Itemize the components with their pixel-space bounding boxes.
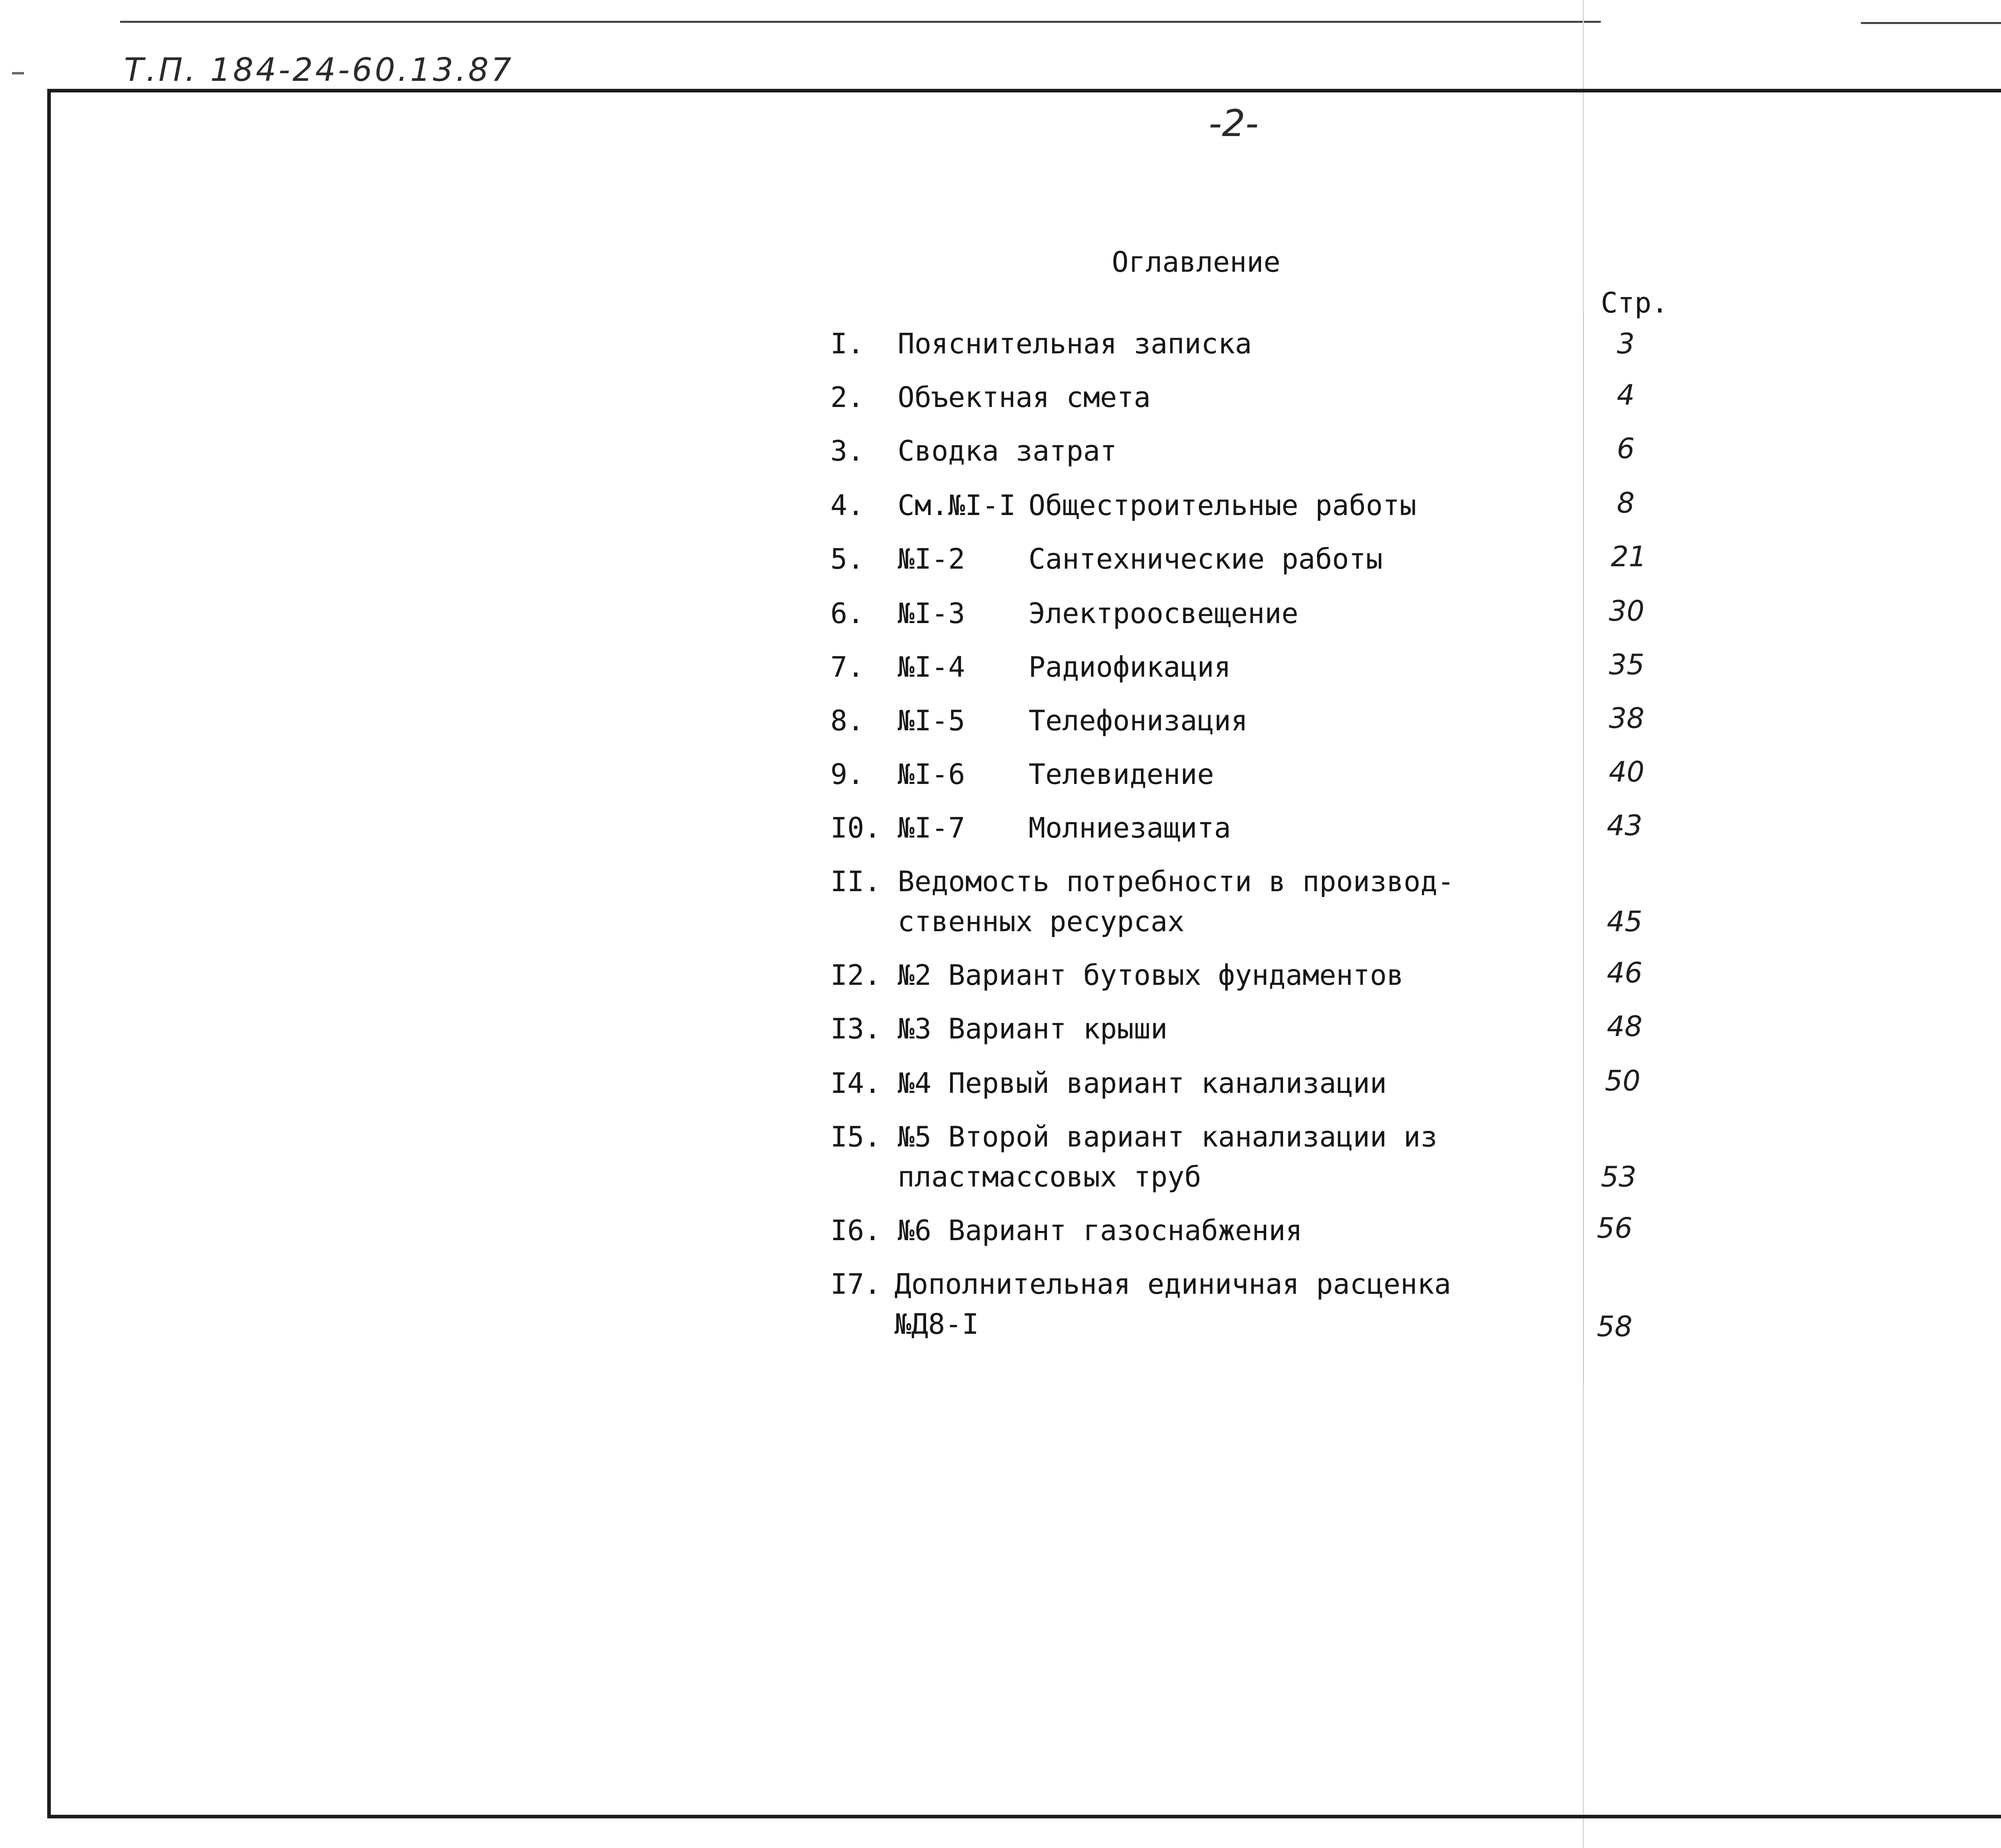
toc-item-page: 48 xyxy=(1607,1010,1643,1043)
top-rule-line xyxy=(120,21,1601,23)
toc-item-page: 43 xyxy=(1607,809,1643,842)
toc-item-code: №I-6 xyxy=(898,758,965,791)
toc-item-page: 4 xyxy=(1617,379,1635,411)
toc-item-number: II. xyxy=(830,865,881,898)
toc-item-number: 4. xyxy=(830,489,864,522)
toc-item-title: Молниезащита xyxy=(1029,812,1231,844)
toc-item-page: 6 xyxy=(1617,432,1635,465)
toc-item-title: Объектная смета xyxy=(898,381,1151,414)
toc-item-title: Радиофикация xyxy=(1029,651,1231,683)
toc-item-number: 6. xyxy=(830,597,864,630)
toc-item-title: Пояснительная записка xyxy=(898,327,1252,360)
toc-item-title: Электроосвещение xyxy=(1029,597,1299,630)
toc-item-title: Общестроительные работы xyxy=(1029,489,1417,522)
toc-item-page: 46 xyxy=(1607,956,1643,989)
toc-item-number: 8. xyxy=(830,704,864,737)
toc-item-page: 45 xyxy=(1607,905,1643,938)
toc-item-page: 50 xyxy=(1605,1064,1641,1097)
toc-item-page: 8 xyxy=(1617,487,1635,519)
doc-code: Т.П. 184-24-60.13.87 xyxy=(124,51,514,88)
toc-item-page: 35 xyxy=(1609,648,1645,681)
toc-item-title: №4 Первый вариант канализации xyxy=(898,1067,1387,1100)
toc-item-page: 30 xyxy=(1609,595,1645,627)
toc-item-number: I7. xyxy=(830,1268,881,1301)
toc-item-title: №5 Второй вариант канализации из xyxy=(898,1120,1438,1153)
toc-item-page: 40 xyxy=(1609,756,1645,788)
toc-item-code: №I-4 xyxy=(898,651,965,683)
page-column-rule xyxy=(1583,312,1584,1385)
toc-item-number: I3. xyxy=(830,1012,881,1045)
toc-item-title-continued: ственных ресурсах xyxy=(898,905,1185,938)
toc-item-page: 56 xyxy=(1597,1212,1633,1245)
toc-item-page: 38 xyxy=(1609,702,1645,735)
toc-item-code: №I-2 xyxy=(898,543,965,575)
toc-item-title-continued: пластмассовых труб xyxy=(898,1161,1201,1193)
toc-item-number: 3. xyxy=(830,435,864,467)
toc-item-title: Сводка затрат xyxy=(898,435,1117,467)
toc-item-title: Сантехнические работы xyxy=(1029,543,1383,575)
top-rule-line-right xyxy=(1861,22,2001,24)
toc-item-title: №2 Вариант бутовых фундаментов xyxy=(898,959,1404,992)
toc-item-code: №I-3 xyxy=(898,597,965,630)
toc-item-code: №I-7 xyxy=(898,812,965,844)
toc-item-title: №6 Вариант газоснабжения xyxy=(898,1214,1303,1247)
toc-item-page: 53 xyxy=(1601,1161,1637,1193)
toc-item-page: 21 xyxy=(1611,540,1647,573)
toc-item-title-continued: №Д8-I xyxy=(894,1308,979,1341)
toc-item-code: См.№I-I xyxy=(898,489,1016,522)
toc-item-page: 58 xyxy=(1597,1310,1633,1343)
page-number: -2- xyxy=(1209,102,1259,145)
toc-item-title: Ведомость потребности в производ- xyxy=(898,865,1454,898)
page-column-header: Стр. xyxy=(1601,287,1668,319)
toc-item-number: I. xyxy=(830,327,864,360)
toc-item-number: I2. xyxy=(830,959,881,992)
toc-item-title: Телефонизация xyxy=(1029,704,1248,737)
toc-item-number: I0. xyxy=(830,812,881,844)
toc-item-number: 2. xyxy=(830,381,864,414)
toc-item-number: 7. xyxy=(830,651,864,683)
toc-item-page: 3 xyxy=(1617,327,1635,360)
toc-item-number: I6. xyxy=(830,1214,881,1247)
toc-item-title: Телевидение xyxy=(1029,758,1214,791)
stray-mark xyxy=(12,72,24,74)
toc-item-title: Дополнительная единичная расценка xyxy=(894,1268,1451,1301)
toc-item-number: I5. xyxy=(830,1120,881,1153)
toc-item-title: №3 Вариант крыши xyxy=(898,1012,1168,1045)
toc-item-number: 5. xyxy=(830,543,864,575)
toc-item-number: 9. xyxy=(830,758,864,791)
toc-item-code: №I-5 xyxy=(898,704,965,737)
toc-item-number: I4. xyxy=(830,1067,881,1100)
toc-title: Оглавление xyxy=(1112,246,1281,279)
